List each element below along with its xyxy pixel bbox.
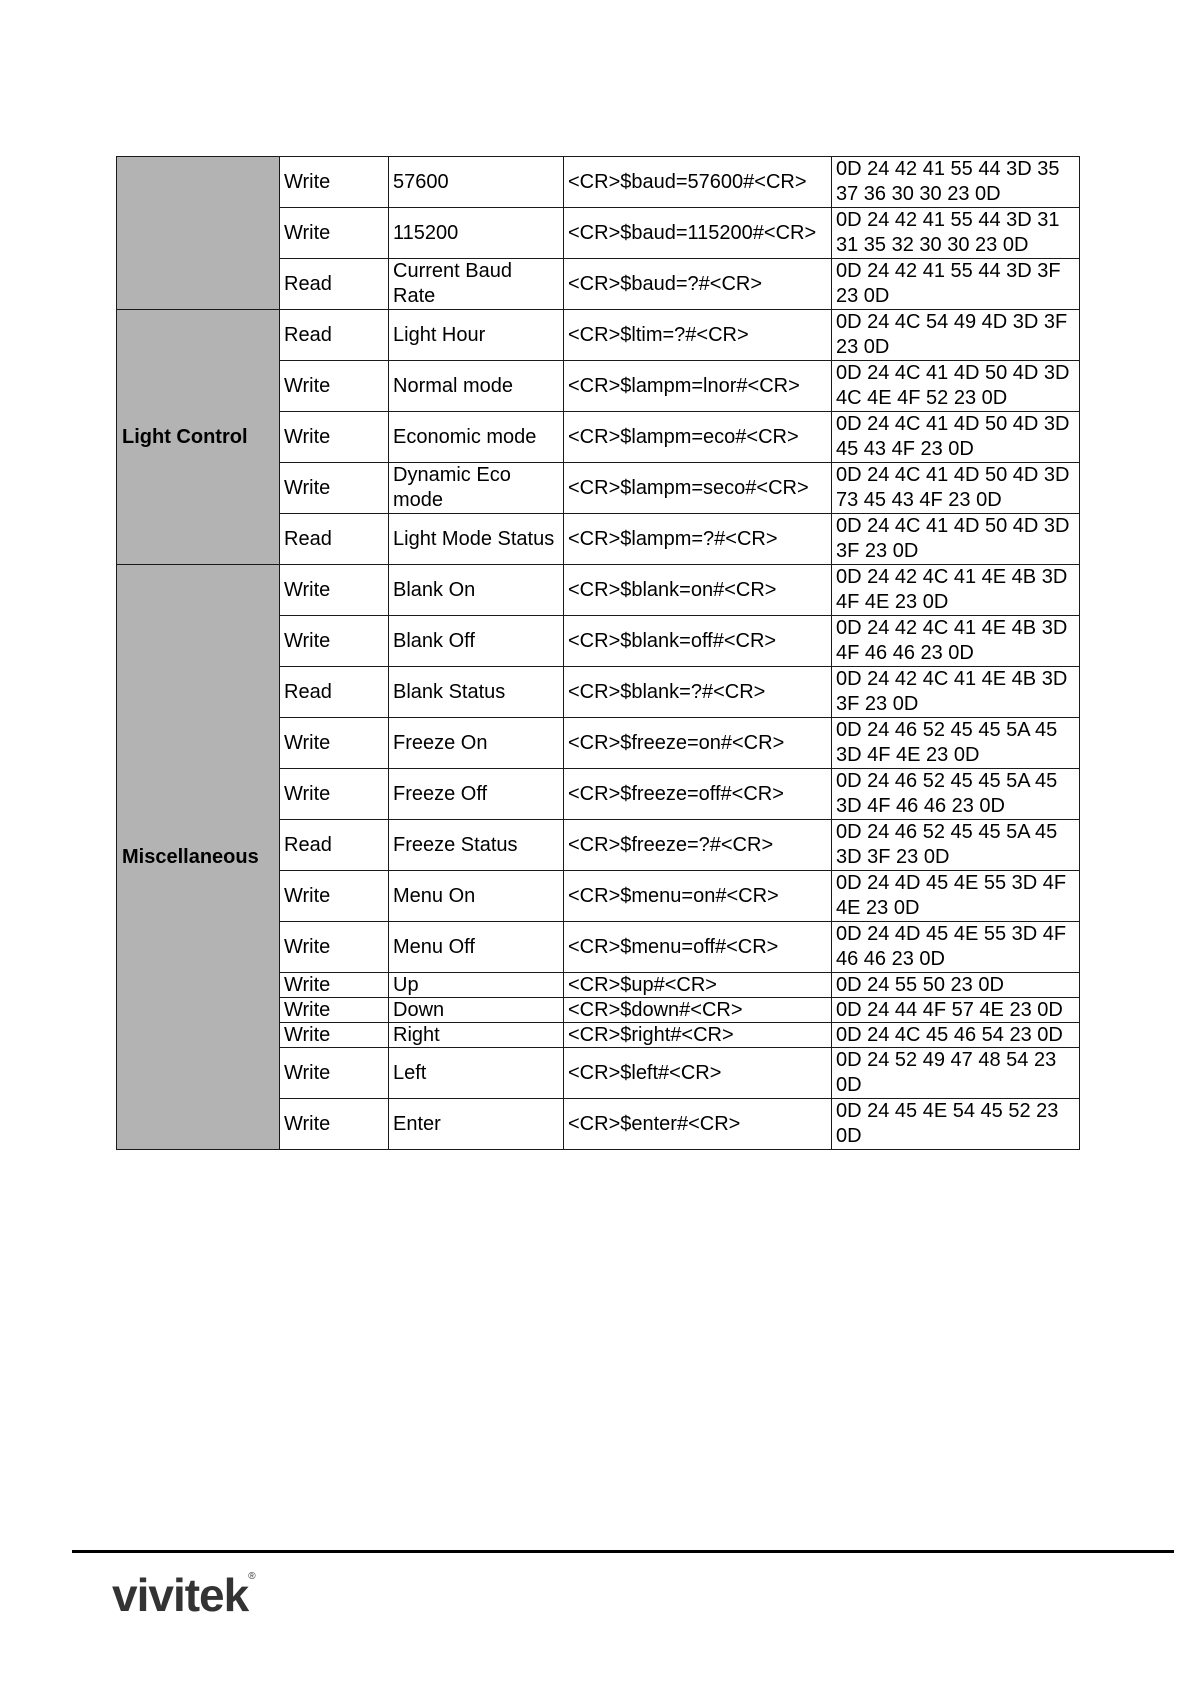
item-cell: Dynamic Eco mode — [389, 463, 564, 514]
item-cell: Blank Off — [389, 616, 564, 667]
item-cell: Light Mode Status — [389, 514, 564, 565]
item-cell: 115200 — [389, 208, 564, 259]
hex-cell: 0D 24 4C 41 4D 50 4D 3D 4C 4E 4F 52 23 0D — [832, 361, 1080, 412]
table-row — [117, 565, 1080, 616]
command-cell: <CR>$freeze=?#<CR> — [564, 820, 832, 871]
command-cell: <CR>$lampm=?#<CR> — [564, 514, 832, 565]
hex-cell: 0D 24 4D 45 4E 55 3D 4F 4E 23 0D — [832, 871, 1080, 922]
footer-divider — [72, 1550, 1174, 1553]
hex-cell: 0D 24 42 41 55 44 3D 3F 23 0D — [832, 259, 1080, 310]
operation-cell: Write — [280, 769, 389, 820]
operation-cell: Write — [280, 1048, 389, 1099]
command-cell: <CR>$ltim=?#<CR> — [564, 310, 832, 361]
operation-cell: Write — [280, 1023, 389, 1048]
command-cell: <CR>$freeze=off#<CR> — [564, 769, 832, 820]
hex-cell: 0D 24 42 4C 41 4E 4B 3D 3F 23 0D — [832, 667, 1080, 718]
item-cell: Freeze Off — [389, 769, 564, 820]
item-cell: Enter — [389, 1099, 564, 1150]
hex-cell: 0D 24 46 52 45 45 5A 45 3D 3F 23 0D — [832, 820, 1080, 871]
hex-cell: 0D 24 4D 45 4E 55 3D 4F 46 46 23 0D — [832, 922, 1080, 973]
hex-cell: 0D 24 4C 54 49 4D 3D 3F 23 0D — [832, 310, 1080, 361]
command-cell: <CR>$freeze=on#<CR> — [564, 718, 832, 769]
item-cell: Light Hour — [389, 310, 564, 361]
item-cell: Right — [389, 1023, 564, 1048]
command-cell: <CR>$left#<CR> — [564, 1048, 832, 1099]
item-cell: Menu Off — [389, 922, 564, 973]
item-cell: Freeze Status — [389, 820, 564, 871]
operation-cell: Write — [280, 973, 389, 998]
logo-wordmark: vivitek — [112, 1569, 249, 1621]
command-cell: <CR>$lampm=seco#<CR> — [564, 463, 832, 514]
hex-cell: 0D 24 45 4E 54 45 52 23 0D — [832, 1099, 1080, 1150]
command-cell: <CR>$blank=on#<CR> — [564, 565, 832, 616]
command-cell: <CR>$right#<CR> — [564, 1023, 832, 1048]
hex-cell: 0D 24 4C 45 46 54 23 0D — [832, 1023, 1080, 1048]
operation-cell: Read — [280, 259, 389, 310]
hex-cell: 0D 24 55 50 23 0D — [832, 973, 1080, 998]
hex-cell: 0D 24 4C 41 4D 50 4D 3D 73 45 43 4F 23 0D — [832, 463, 1080, 514]
hex-cell: 0D 24 52 49 47 48 54 23 0D — [832, 1048, 1080, 1099]
operation-cell: Write — [280, 718, 389, 769]
group-label-baud — [117, 157, 280, 310]
hex-cell: 0D 24 42 4C 41 4E 4B 3D 4F 4E 23 0D — [832, 565, 1080, 616]
item-cell: Freeze On — [389, 718, 564, 769]
item-cell: Down — [389, 998, 564, 1023]
command-cell: <CR>$menu=on#<CR> — [564, 871, 832, 922]
hex-cell: 0D 24 46 52 45 45 5A 45 3D 4F 46 46 23 0D — [832, 769, 1080, 820]
command-cell: <CR>$enter#<CR> — [564, 1099, 832, 1150]
operation-cell: Read — [280, 310, 389, 361]
command-cell: <CR>$blank=off#<CR> — [564, 616, 832, 667]
hex-cell: 0D 24 4C 41 4D 50 4D 3D 3F 23 0D — [832, 514, 1080, 565]
command-cell: <CR>$baud=57600#<CR> — [564, 157, 832, 208]
table-row — [117, 310, 1080, 361]
item-cell: 57600 — [389, 157, 564, 208]
command-cell: <CR>$baud=115200#<CR> — [564, 208, 832, 259]
command-cell: <CR>$lampm=lnor#<CR> — [564, 361, 832, 412]
group-label-miscellaneous: Miscellaneous — [117, 565, 280, 1150]
hex-cell: 0D 24 42 41 55 44 3D 31 31 35 32 30 30 23 0D — [832, 208, 1080, 259]
operation-cell: Write — [280, 616, 389, 667]
operation-cell: Write — [280, 208, 389, 259]
item-cell: Up — [389, 973, 564, 998]
group-label-light-control: Light Control — [117, 310, 280, 565]
command-cell: <CR>$baud=?#<CR> — [564, 259, 832, 310]
hex-cell: 0D 24 46 52 45 45 5A 45 3D 4F 4E 23 0D — [832, 718, 1080, 769]
table-row — [117, 157, 1080, 208]
registered-mark: ® — [248, 1571, 256, 1582]
item-cell: Menu On — [389, 871, 564, 922]
command-cell: <CR>$blank=?#<CR> — [564, 667, 832, 718]
item-cell: Left — [389, 1048, 564, 1099]
operation-cell: Write — [280, 412, 389, 463]
item-cell: Blank Status — [389, 667, 564, 718]
vivitek-logo — [112, 1569, 256, 1621]
command-table-body — [117, 157, 1080, 1150]
item-cell: Economic mode — [389, 412, 564, 463]
item-cell: Blank On — [389, 565, 564, 616]
hex-cell: 0D 24 44 4F 57 4E 23 0D — [832, 998, 1080, 1023]
operation-cell: Read — [280, 820, 389, 871]
operation-cell: Write — [280, 157, 389, 208]
item-cell: Current Baud Rate — [389, 259, 564, 310]
command-cell: <CR>$lampm=eco#<CR> — [564, 412, 832, 463]
operation-cell: Write — [280, 922, 389, 973]
command-cell: <CR>$menu=off#<CR> — [564, 922, 832, 973]
hex-cell: 0D 24 42 41 55 44 3D 35 37 36 30 30 23 0D — [832, 157, 1080, 208]
command-cell: <CR>$up#<CR> — [564, 973, 832, 998]
item-cell: Normal mode — [389, 361, 564, 412]
operation-cell: Write — [280, 871, 389, 922]
hex-cell: 0D 24 4C 41 4D 50 4D 3D 45 43 4F 23 0D — [832, 412, 1080, 463]
operation-cell: Write — [280, 1099, 389, 1150]
operation-cell: Write — [280, 565, 389, 616]
hex-cell: 0D 24 42 4C 41 4E 4B 3D 4F 46 46 23 0D — [832, 616, 1080, 667]
command-table — [116, 156, 1080, 1150]
operation-cell: Read — [280, 667, 389, 718]
operation-cell: Write — [280, 361, 389, 412]
operation-cell: Write — [280, 463, 389, 514]
command-cell: <CR>$down#<CR> — [564, 998, 832, 1023]
operation-cell: Write — [280, 998, 389, 1023]
operation-cell: Read — [280, 514, 389, 565]
